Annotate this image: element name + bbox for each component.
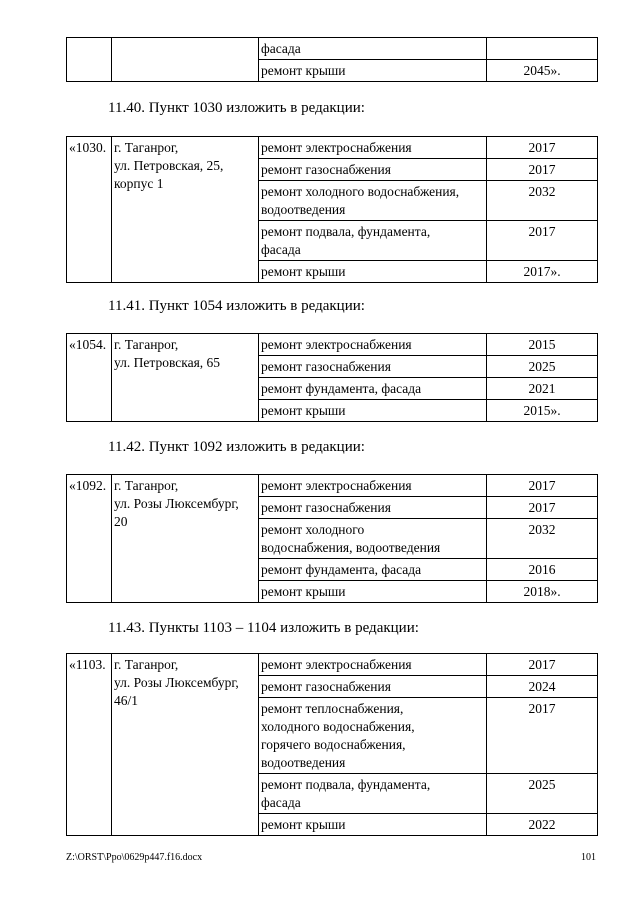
work-cell: ремонт крыши <box>259 814 487 836</box>
table-row <box>67 137 598 159</box>
year-cell: 2017 <box>487 475 598 497</box>
work-cell: ремонт электроснабжения <box>259 475 487 497</box>
section-heading: 11.41. Пункт 1054 изложить в редакции: <box>108 298 365 314</box>
year-cell <box>487 38 598 60</box>
work-cell: ремонт подвала, фундамента, фасада <box>259 221 487 261</box>
year-cell: 2015 <box>487 334 598 356</box>
year-cell: 2017 <box>487 654 598 676</box>
section-table <box>66 474 598 603</box>
year-cell: 2017». <box>487 261 598 283</box>
number-cell <box>67 38 112 82</box>
item-number-cell: «1092. <box>67 475 112 603</box>
year-cell: 2017 <box>487 221 598 261</box>
work-cell: ремонт газоснабжения <box>259 497 487 519</box>
work-cell: ремонт крыши <box>259 400 487 422</box>
footer-file-path: Z:\ORST\Ppo\0629p447.f16.docx <box>66 852 203 863</box>
item-number-cell: «1030. <box>67 137 112 283</box>
year-cell: 2017 <box>487 159 598 181</box>
address-cell: г. Таганрог, ул. Петровская, 25, корпус 1 <box>112 137 259 283</box>
work-cell: ремонт электроснабжения <box>259 654 487 676</box>
section-table <box>66 653 598 836</box>
section-heading: 11.40. Пункт 1030 изложить в редакции: <box>108 100 365 116</box>
table-row <box>67 334 598 356</box>
year-cell: 2025 <box>487 356 598 378</box>
table-row <box>67 654 598 676</box>
item-number-cell: «1054. <box>67 334 112 422</box>
item-number-cell: «1103. <box>67 654 112 836</box>
section-table <box>66 333 598 422</box>
work-cell: ремонт холодного водоснабжения, водоотведения <box>259 519 487 559</box>
address-cell <box>112 38 259 82</box>
work-cell: ремонт подвала, фундамента, фасада <box>259 774 487 814</box>
work-cell: ремонт теплоснабжения, холодного водоснабжения, горячего водоснабжения, водоотведения <box>259 698 487 774</box>
year-cell: 2017 <box>487 137 598 159</box>
section-table <box>66 136 598 283</box>
year-cell: 2025 <box>487 774 598 814</box>
work-cell: ремонт фундамента, фасада <box>259 378 487 400</box>
work-cell: ремонт фундамента, фасада <box>259 559 487 581</box>
year-cell: 2022 <box>487 814 598 836</box>
work-cell: ремонт электроснабжения <box>259 334 487 356</box>
address-cell: г. Таганрог, ул. Петровская, 65 <box>112 334 259 422</box>
address-cell: г. Таганрог, ул. Розы Люксембург, 20 <box>112 475 259 603</box>
year-cell: 2018». <box>487 581 598 603</box>
year-cell: 2017 <box>487 497 598 519</box>
year-cell: 2024 <box>487 676 598 698</box>
work-cell: ремонт газоснабжения <box>259 356 487 378</box>
table-row <box>67 38 598 60</box>
year-cell: 2045». <box>487 60 598 82</box>
work-cell: ремонт крыши <box>259 60 487 82</box>
work-cell: ремонт электроснабжения <box>259 137 487 159</box>
address-cell: г. Таганрог, ул. Розы Люксембург, 46/1 <box>112 654 259 836</box>
year-cell: 2032 <box>487 519 598 559</box>
work-cell: ремонт газоснабжения <box>259 676 487 698</box>
table-row <box>67 475 598 497</box>
year-cell: 2017 <box>487 698 598 774</box>
continuation-table <box>66 37 598 82</box>
year-cell: 2021 <box>487 378 598 400</box>
section-heading: 11.43. Пункты 1103 – 1104 изложить в редакции: <box>108 620 419 636</box>
work-cell: ремонт крыши <box>259 581 487 603</box>
work-cell: ремонт холодного водоснабжения, водоотведения <box>259 181 487 221</box>
year-cell: 2032 <box>487 181 598 221</box>
work-cell: ремонт крыши <box>259 261 487 283</box>
footer-page-number: 101 <box>581 852 596 863</box>
section-heading: 11.42. Пункт 1092 изложить в редакции: <box>108 439 365 455</box>
work-cell: фасада <box>259 38 487 60</box>
work-cell: ремонт газоснабжения <box>259 159 487 181</box>
year-cell: 2016 <box>487 559 598 581</box>
year-cell: 2015». <box>487 400 598 422</box>
